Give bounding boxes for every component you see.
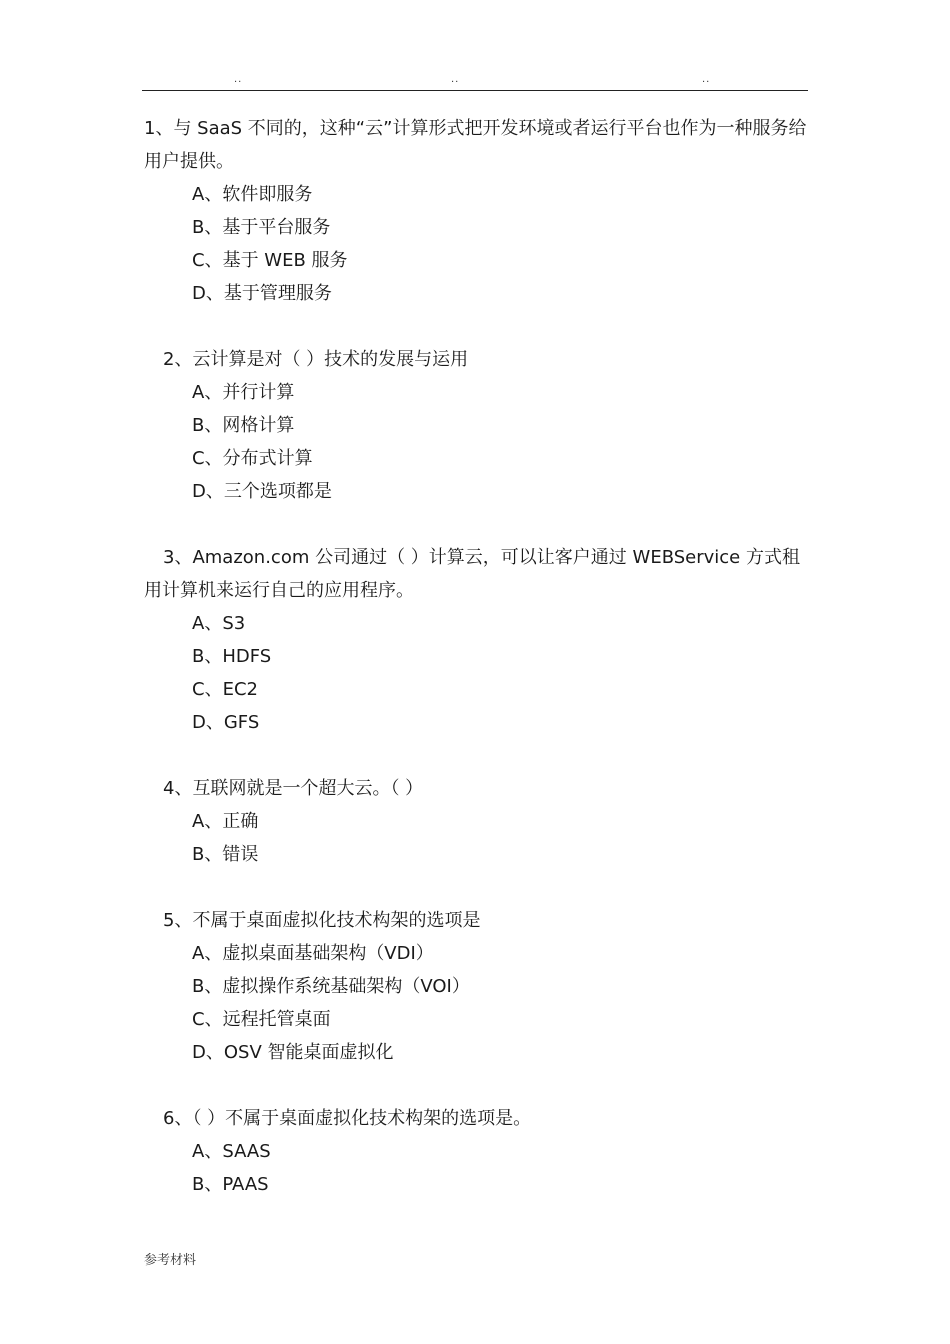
answer-option: C、分布式计算 xyxy=(192,448,313,469)
question-block xyxy=(144,541,810,739)
question-text: 5、不属于桌面虚拟化技术构架的选项是 xyxy=(163,910,481,931)
answer-option: D、GFS xyxy=(192,712,260,733)
question-text: 4、互联网就是一个超大云。（ ） xyxy=(163,778,424,799)
header-dots-right: .. xyxy=(702,74,711,85)
answer-option: C、基于 WEB 服务 xyxy=(192,250,348,271)
question-text: 1、与 SaaS 不同的，这种“云”计算形式把开发环境或者运行平台也作为一种服务给用户提供。 xyxy=(144,118,807,172)
answer-option: B、虚拟操作系统基础架构（VOI） xyxy=(192,976,470,997)
page-header xyxy=(142,70,808,91)
answer-option: A、S3 xyxy=(192,613,246,634)
question-text: 3、Amazon.com 公司通过（ ）计算云，可以让客户通过 WEBService 方式租用计算机来运行自己的应用程序。 xyxy=(144,547,800,601)
question-block xyxy=(144,904,810,1069)
footer-label: 参考材料 xyxy=(144,1253,197,1268)
answer-option: B、PAAS xyxy=(192,1174,269,1195)
question-text: 6、（ ）不属于桌面虚拟化技术构架的选项是。 xyxy=(163,1108,532,1129)
question-block xyxy=(144,112,810,310)
answer-option: D、基于管理服务 xyxy=(192,283,332,304)
answer-option: B、错误 xyxy=(192,844,259,865)
answer-option: A、正确 xyxy=(192,811,259,832)
header-dots-center: .. xyxy=(451,74,460,85)
answer-option: A、虚拟桌面基础架构（VDI） xyxy=(192,943,434,964)
answer-option: B、网格计算 xyxy=(192,415,295,436)
answer-option: B、基于平台服务 xyxy=(192,217,331,238)
answer-option: C、EC2 xyxy=(192,679,258,700)
answer-option: A、软件即服务 xyxy=(192,184,313,205)
answer-option: C、远程托管桌面 xyxy=(192,1009,331,1030)
answer-option: B、HDFS xyxy=(192,646,272,667)
answer-option: D、三个选项都是 xyxy=(192,481,332,502)
question-block xyxy=(144,772,810,871)
question-block xyxy=(144,343,810,508)
answer-option: D、OSV 智能桌面虚拟化 xyxy=(192,1042,394,1063)
question-list xyxy=(144,112,810,1234)
answer-option: A、SAAS xyxy=(192,1141,271,1162)
header-dots-left: .. xyxy=(234,74,243,85)
answer-option: A、并行计算 xyxy=(192,382,295,403)
question-block xyxy=(144,1102,810,1201)
question-text: 2、云计算是对（ ）技术的发展与运用 xyxy=(163,349,469,370)
